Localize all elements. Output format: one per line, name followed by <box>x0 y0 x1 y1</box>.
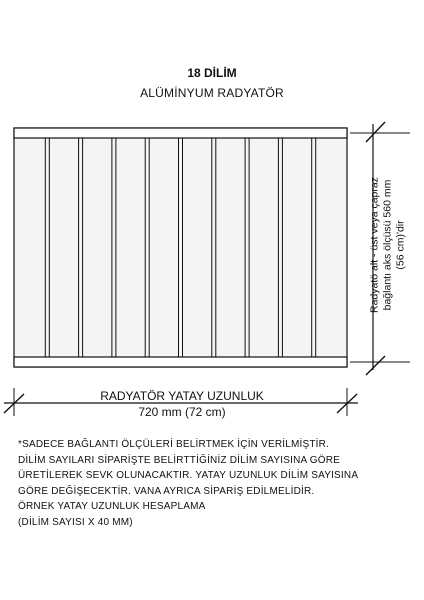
note-line: DİLİM SAYILARI SİPARİŞTE BELİRTTİĞİNİZ DİLİM SAYISINA GÖRE <box>18 454 341 466</box>
horizontal-length-value: 720 mm (72 cm) <box>138 405 226 419</box>
side-dimension-line-3: (56 cm)'dir <box>394 220 407 270</box>
note-line: ÖRNEK YATAY UZUNLUK HESAPLAMA <box>18 501 206 512</box>
note-line: (DİLİM SAYISI X 40 MM) <box>18 516 133 528</box>
note-line: ÜRETİLEREK SEVK OLUNACAKTIR. YATAY UZUNLUK DİLİM SAYISINA <box>18 470 359 481</box>
radiator-bottom-header <box>14 357 347 367</box>
radiator-top-header <box>14 128 347 138</box>
horizontal-length-label: RADYATÖR YATAY UZUNLUK <box>100 389 264 403</box>
diagram-subtitle: ALÜMİNYUM RADYATÖR <box>140 86 284 100</box>
note-line: GÖRE DEĞİŞECEKTİR. VANA AYRICA SİPARİŞ EDİLMELİDİR. <box>18 485 315 497</box>
radiator-body <box>14 128 347 367</box>
side-dimension-label <box>369 130 408 360</box>
notes-block <box>18 437 418 530</box>
side-dimension-line-2: bağlantı aks ölçüsü 560 mm <box>381 179 394 311</box>
side-dimension-line-1: Radyatö alt - üst veya çapraz <box>368 177 381 313</box>
diagram-title: 18 DİLİM <box>187 66 237 80</box>
note-line: *SADECE BAĞLANTI ÖLÇÜLERİ BELİRTMEK İÇİN VERİLMİŞTİR. <box>18 439 330 450</box>
